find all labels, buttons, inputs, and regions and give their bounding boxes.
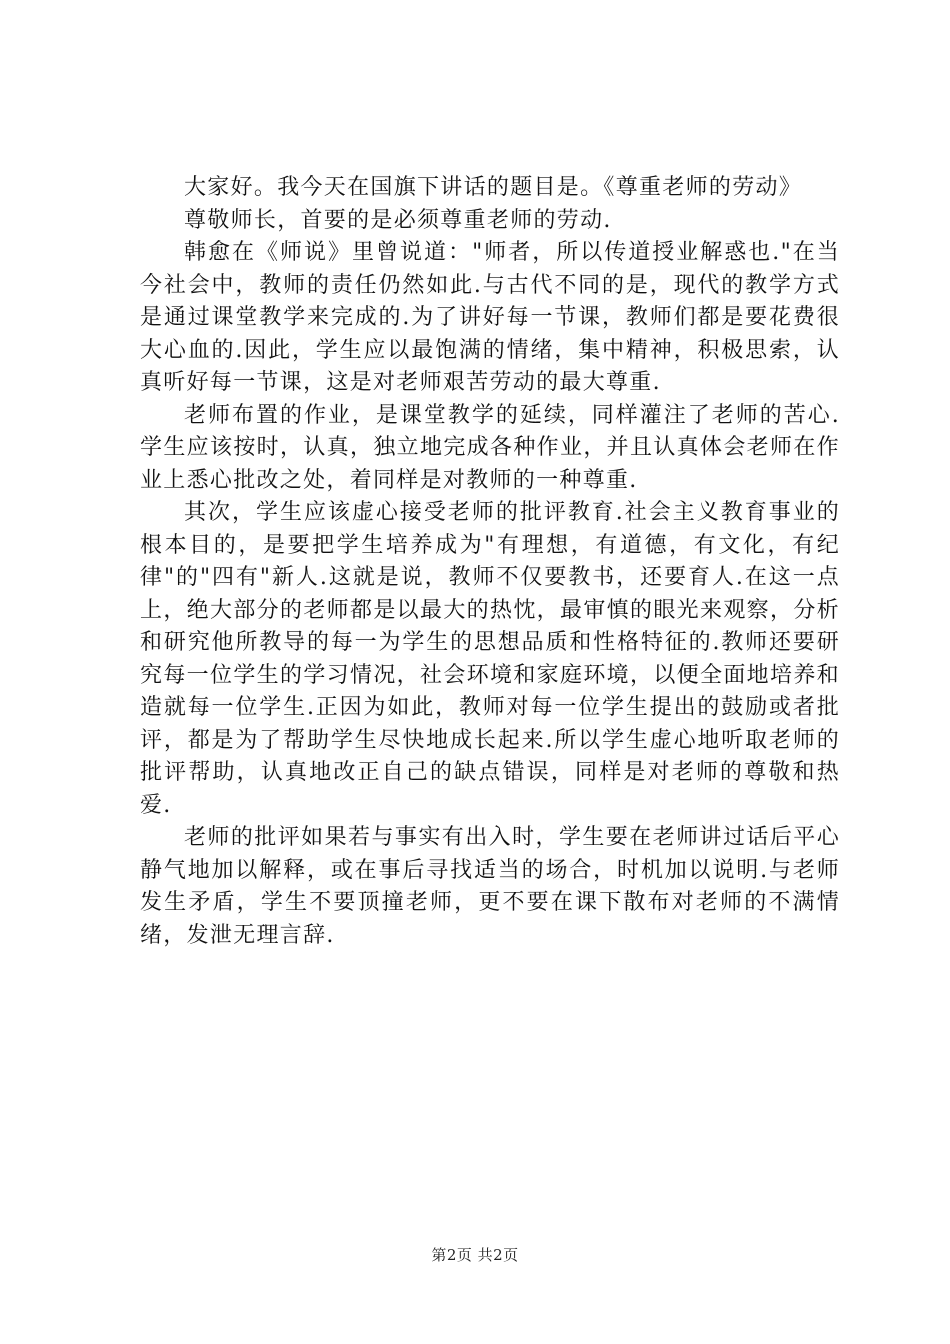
- document-body: [140, 172, 840, 952]
- paragraph-shishuo-quote: 韩愈在《师说》里曾说道："师者，所以传道授业解惑也."在当今社会中，教师的责任仍然如此.与古代不同的是，现代的教学方式是通过课堂教学来完成的.为了讲好每一节课，教师们都是要花费很大心血的.因此，学生应以最饱满的情绪，集中精神，积极思索，认真听好每一节课，这是对老师艰苦劳动的最大尊重.: [140, 240, 840, 395]
- paragraph-title-line: 大家好。我今天在国旗下讲话的题目是。《尊重老师的劳动》: [184, 175, 803, 200]
- page-number-footer: 第2页 共2页: [431, 1246, 519, 1264]
- paragraph-accept-criticism: 其次，学生应该虚心接受老师的批评教育.社会主义教育事业的根本目的，是要把学生培养成为"有理想，有道德，有文化，有纪律"的"四有"新人.这就是说，教师不仅要教书，还要育人.在这一点上，绝大部分的老师都是以最大的热忱，最审慎的眼光来观察，分析和研究他所教导的每一为学生的思想品质和性格特征的.教师还要研究每一位学生的学习情况，社会环境和家庭环境，以便全面地培养和造就每一位学生.正因为如此，教师对每一位学生提出的鼓励或者批评，都是为了帮助学生尽快地成长起来.所以学生虚心地听取老师的批评帮助，认真地改正自己的缺点错误，同样是对老师的尊敬和热爱.: [140, 500, 840, 818]
- paragraph-homework: 老师布置的作业，是课堂教学的延续，同样灌注了老师的苦心.学生应该按时，认真，独立地完成各种作业，并且认真体会老师在作业上悉心批改之处，着同样是对教师的一种尊重.: [140, 402, 840, 493]
- paragraph-explain-calmly: 老师的批评如果若与事实有出入时，学生要在老师讲过话后平心静气地加以解释，或在事后寻找适当的场合，时机加以说明.与老师发生矛盾，学生不要顶撞老师，更不要在课下散布对老师的不满情绪，发泄无理言辞.: [140, 825, 840, 948]
- paragraph-respect-labor: 尊敬师长，首要的是必须尊重老师的劳动.: [184, 207, 612, 233]
